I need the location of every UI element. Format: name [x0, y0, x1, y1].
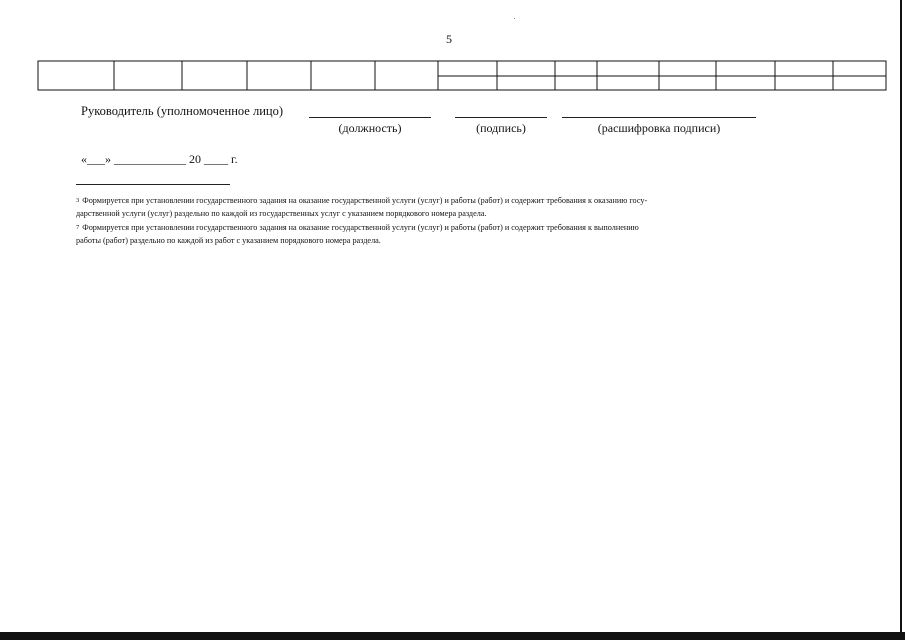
footnote-3	[76, 194, 846, 220]
footnote-text: Формируется при установлении государственного задания на оказание государственной услуги (услуг) и работы (работ) и содержит требования к оказанию госу-	[82, 196, 648, 205]
footnote-mark: 7	[76, 224, 80, 231]
name-line	[562, 117, 756, 118]
signature-caption: (подпись)	[476, 121, 526, 135]
footnote-text: Формируется при установлении государственного задания на оказание государственной услуги (услуг) и работы (работ) и содержит требования к выполнению	[82, 223, 639, 232]
name-caption: (расшифровка подписи)	[597, 121, 721, 135]
footnote-mark: 3	[76, 197, 80, 204]
footnote-text: работы (работ) раздельно по каждой из работ с указанием порядкового номера раздела.	[76, 236, 381, 245]
footnote-separator	[76, 184, 230, 185]
position-caption: (должность)	[338, 121, 402, 135]
position-line	[309, 117, 431, 118]
signature-label: Руководитель (уполномоченное лицо)	[81, 104, 284, 118]
date-line: «___» ____________ 20 ____ г.	[81, 152, 238, 166]
scan-edge-right	[900, 0, 902, 640]
page-number: 5	[446, 32, 452, 46]
signature-line	[455, 117, 547, 118]
footnote-7	[76, 221, 846, 247]
scan-edge-bottom	[0, 632, 905, 640]
footnote-text: дарственной услуги (услуг) раздельно по каждой из государственных услуг с указанием порядкового номера раздела.	[76, 209, 487, 218]
